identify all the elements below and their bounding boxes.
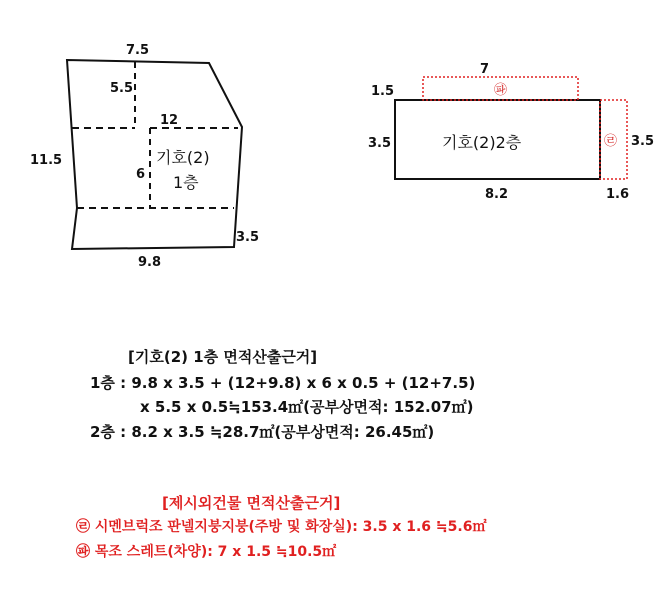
floor1-dim-top: 7.5 xyxy=(126,43,150,58)
calc-extra-title: [제시외건물 면적산출근거] xyxy=(162,494,341,512)
floor2-plan xyxy=(368,62,654,202)
calc-main-title: [기호(2) 1층 면적산출근거] xyxy=(128,348,318,366)
floor1-outline xyxy=(67,60,242,249)
floor2-dim-bottom: 8.2 xyxy=(485,187,509,202)
calc-main-line1: 1층 : 9.8 x 3.5 + (12+9.8) x 6 x 0.5 + (12+7.5) xyxy=(90,374,476,392)
floor2-dim-top-left: 1.5 xyxy=(371,84,395,99)
floor1-dim-bottom-right: 3.5 xyxy=(236,230,260,245)
calc-main-line2: x 5.5 x 0.5≒153.4㎡(공부상면적: 152.07㎡) xyxy=(140,398,474,416)
floor1-dim-middle: 12 xyxy=(160,113,179,128)
floor1-dim-left: 11.5 xyxy=(30,153,63,168)
floor1-label-line2: 1층 xyxy=(173,173,199,192)
floor1-label-line1: 기호(2) xyxy=(156,148,210,167)
floor1-dim-inner: 6 xyxy=(136,167,146,182)
calc-extra-line2: ㉺ 목조 스레트(차양): 7 x 1.5 ≒10.5㎡ xyxy=(76,544,337,560)
floor2-dim-top: 7 xyxy=(480,62,490,77)
floor2-dim-right: 3.5 xyxy=(631,134,655,149)
floor1-dim-bottom: 9.8 xyxy=(138,255,162,270)
floor2-mark-right: ㉣ xyxy=(604,134,618,149)
floor2-dim-left: 3.5 xyxy=(368,136,392,151)
floor2-label: 기호(2)2층 xyxy=(442,133,522,152)
calc-extra-line1: ㉣ 시멘브럭조 판넬지붕지붕(주방 및 화장실): 3.5 x 1.6 ≒5.6㎡ xyxy=(76,519,487,535)
calc-main-line3: 2층 : 8.2 x 3.5 ≒28.7㎡(공부상면적: 26.45㎡) xyxy=(90,423,435,441)
floor1-plan xyxy=(30,43,259,270)
floor2-dim-bottom-right: 1.6 xyxy=(606,187,630,202)
floor1-dim-upper-left: 5.5 xyxy=(110,81,134,96)
floor2-mark-top: ㉺ xyxy=(494,83,508,98)
